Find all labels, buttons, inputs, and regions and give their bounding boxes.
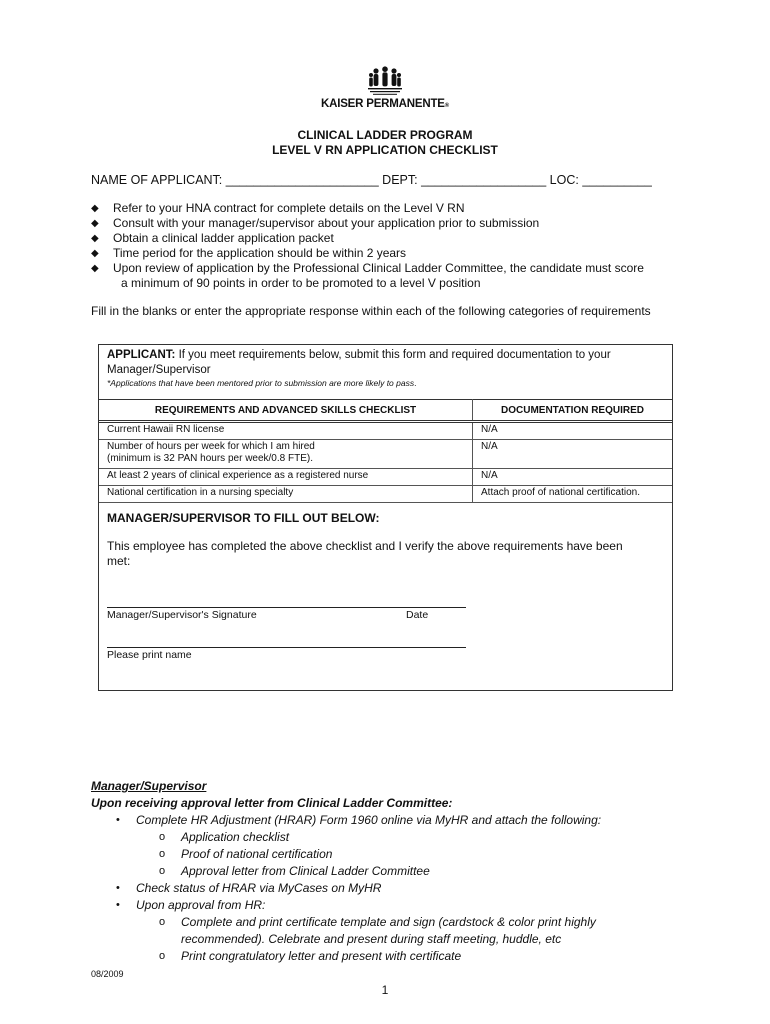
checklist-title: LEVEL V RN APPLICATION CHECKLIST [272,143,498,157]
list-item: ◆ Consult with your manager/supervisor about your application prior to submission [91,216,540,230]
table-row: Number of hours per week for which I am hired (minimum is 32 PAN hours per week/0.8 FTE). N/A [99,440,672,469]
list-item: ◆ Obtain a clinical ladder application packet [91,231,334,245]
section-subheading: Upon receiving approval letter from Clinical Ladder Committee: [91,796,453,810]
signature-line[interactable] [107,607,466,608]
instructions-text: Fill in the blanks or enter the appropriate response within each of the following categories of requirements [91,304,651,318]
list-item: o Complete and print certificate template and sign (cardstock & color print highly recommended). Celebrate and present during staff meeting, huddle, etc [159,915,596,946]
list-item: o Proof of national certification [159,847,333,861]
requirements-header: REQUIREMENTS AND ADVANCED SKILLS CHECKLIST [99,400,473,422]
logo-registered-mark: ® [444,103,449,109]
list-item: ◆ Upon review of application by the Professional Clinical Ladder Committee, the candidate must score [91,261,644,275]
section-heading: Manager/Supervisor [91,779,207,793]
list-item: o Application checklist [159,830,290,844]
print-name-line[interactable] [107,647,466,648]
table-row: At least 2 years of clinical experience as a registered nurse N/A [99,469,672,486]
list-item: ◆ Time period for the application should be within 2 years [91,246,407,260]
diamond-bullet-icon: ◆ [91,203,99,214]
kaiser-people-icon [368,66,402,96]
list-item: o Print congratulatory letter and present with certificate [159,949,462,963]
list-item: • Complete HR Adjustment (HRAR) Form 1960 online via MyHR and attach the following: [116,813,602,827]
mentoring-note: *Applications that have been mentored prior to submission are more likely to pass. [107,378,417,388]
manager-section-title: MANAGER/SUPERVISOR TO FILL OUT BELOW: [107,511,380,525]
logo-text: KAISER PERMANENTE [321,98,445,110]
diamond-bullet-icon: ◆ [91,263,99,274]
list-item: • Check status of HRAR via MyCases on MyHR [116,881,382,895]
footer-date: 08/2009 [91,969,124,979]
manager-verification-text: This employee has completed the above checklist and I verify the above requirements have been met: [107,539,623,568]
documentation-header: DOCUMENTATION REQUIRED [473,400,673,422]
diamond-bullet-icon: ◆ [91,248,99,259]
manager-steps-section [91,778,711,965]
date-label: Date [406,609,429,621]
applicant-info-line[interactable]: NAME OF APPLICANT: ______________________ DEPT: __________________ LOC: __________ [91,173,652,187]
list-item-continuation: a minimum of 90 points in order to be promoted to a level V position [121,276,481,290]
applicant-label: APPLICANT: [107,349,176,361]
table-header-row [99,400,672,422]
list-item: • Upon approval from HR: [116,898,266,912]
program-title: CLINICAL LADDER PROGRAM [297,128,473,142]
diamond-bullet-icon: ◆ [91,218,99,229]
print-name-label: Please print name [107,649,192,661]
application-form-box [98,344,673,691]
page-number: 1 [381,983,389,997]
instruction-bullets [91,201,711,291]
table-row: National certification in a nursing specialty Attach proof of national certification. [99,486,672,503]
kaiser-logo [0,66,770,110]
list-item: o Approval letter from Clinical Ladder Committee [159,864,430,878]
table-row: Current Hawaii RN license N/A [99,422,672,440]
signature-label: Manager/Supervisor's Signature [107,609,257,621]
applicant-instructions: APPLICANT: If you meet requirements below, submit this form and required documentation to your Manager/Supervisor [107,349,611,376]
diamond-bullet-icon: ◆ [91,233,99,244]
requirements-table [99,399,672,503]
list-item: ◆ Refer to your HNA contract for complete details on the Level V RN [91,201,465,215]
